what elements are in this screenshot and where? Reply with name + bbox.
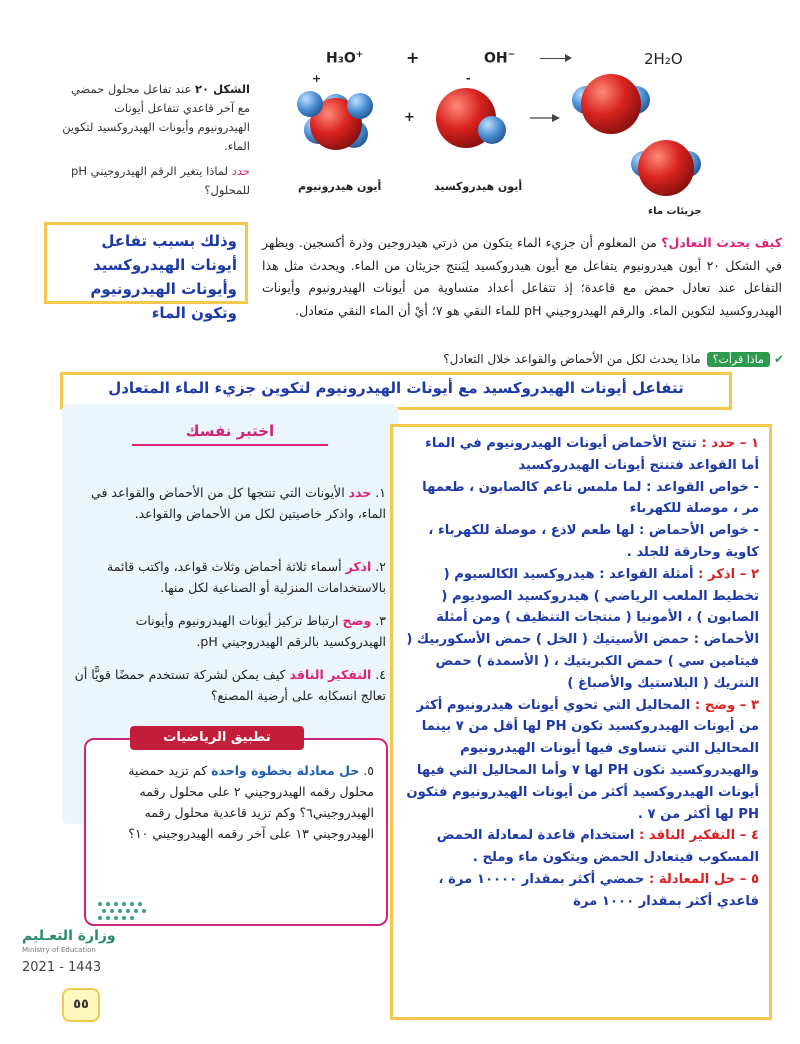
reading-check bbox=[300, 352, 784, 367]
question-number: ٢. bbox=[375, 559, 386, 574]
figure-number: الشكل ٢٠ bbox=[195, 82, 250, 96]
answer-3: ٣ – وضح : المحاليل التي تحوي أيونات هيدرونيوم أكثر من أيونات الهيدروكسيد تكون PH لها أقل من ٧ بينما المحاليل التي تتساوى فيها أيونات الهيدرونيوم والهيدروكسيد تكون PH لها ٧ وأما المحاليل التي فيها أيونات الهيدروكسيد أكثر من أيونات الهيدرونيوم فتكون PH لها أكثر من ٧ . bbox=[406, 697, 759, 822]
question-number: ٣. bbox=[375, 613, 386, 628]
figure-caption bbox=[60, 80, 250, 200]
neutralization-paragraph bbox=[262, 232, 782, 322]
question-5 bbox=[96, 760, 374, 844]
hydronium-charge: + bbox=[312, 72, 322, 85]
question-keyword: اذكر bbox=[345, 559, 372, 574]
answer-1-acids: - خواص الأحماض : لها طعم لاذع ، موصلة للكهرباء ، كاوية وحارقة للجلد . bbox=[428, 523, 759, 560]
answer-2: ٢ – اذكر : أمثلة القواعد : هيدروكسيد الكالسيوم ( تخطيط الملعب الرياضي ) هيدروكسيد الصوديوم ( الصابون ) ، الأمونيا ( منتجات التنظيف ) ومن أمثلة الأحماض : حمض الأسيتيك ( الخل ) حمض الأسكوربيك ( فيتامين سي ) حمض الكبريتيك ، ( الأسمدة ) حمض النتريك ( البلاستيك والأصباغ ) bbox=[406, 566, 759, 691]
question-number: ٤. bbox=[375, 667, 386, 682]
water-molecule-2 bbox=[631, 140, 701, 196]
label-hydroxide-ion: أيون هيدروكسيد bbox=[434, 180, 523, 193]
question-text: الأيونات التي تنتجها كل من الأحماض والقواعد في الماء، واذكر خاصيتين لكل من الأحماض والقواعد. bbox=[91, 485, 386, 521]
math-application-title: تطبيق الرياضيات bbox=[130, 726, 304, 750]
figure-question-text: لماذا يتغير الرقم الهيدروجيني pH للمحلول؟ bbox=[71, 164, 250, 197]
equation-arrow bbox=[540, 58, 570, 59]
figure-question-keyword: حدد bbox=[231, 164, 250, 178]
question-4 bbox=[70, 664, 386, 706]
answer-1: ١ – حدد : تنتج الأحماض أيونات الهيدرونيوم في الماء أما القواعد فتنتج أيونات الهيدروكسيد bbox=[425, 436, 759, 473]
reading-check-answer-box: تتفاعل أيونات الهيدروكسيد مع أيونات الهيدرونيوم لتكوين جزيء الماء المتعادل bbox=[60, 372, 732, 410]
question-number: ١. bbox=[375, 485, 386, 500]
answers-box bbox=[390, 424, 772, 1020]
question-3 bbox=[70, 610, 386, 652]
caption-answer-box: وذلك بسبب تفاعل أيونات الهيدروكسيد وأيونات الهيدرونيوم وتكون الماء bbox=[44, 222, 248, 304]
question-text: ارتباط تركيز أيونات الهيدرونيوم وأيونات الهيدروكسيد بالرقم الهيدروجيني pH. bbox=[135, 613, 386, 649]
question-keyword: وضح bbox=[342, 613, 372, 628]
molecule-illustration bbox=[290, 66, 730, 226]
illustration-plus: + bbox=[404, 110, 415, 125]
question-text: كيف يمكن لشركة تستخدم حمضًا قويًّا أن تعالج انسكابه على أرضية المصنع؟ bbox=[74, 667, 386, 703]
answer-4: ٤ – التفكير الناقد : استخدام قاعدة لمعادلة الحمض المسكوب فيتعادل الحمض ويتكون ماء وملح . bbox=[436, 828, 759, 866]
figure-question bbox=[60, 162, 250, 200]
page-number: ٥٥ bbox=[62, 988, 100, 1022]
equation-reactant-hydronium: H₃O+ bbox=[326, 50, 364, 67]
question-1 bbox=[70, 482, 386, 524]
reading-check-badge: ماذا قرأت؟ bbox=[707, 352, 770, 367]
paragraph-heading: كيف يحدث التعادل؟ bbox=[661, 235, 782, 250]
hydroxide-charge: - bbox=[466, 72, 471, 85]
question-keyword: التفكير الناقد bbox=[289, 667, 372, 682]
question-keyword: حل معادلة بخطوة واحدة bbox=[211, 763, 360, 778]
question-keyword: حدد bbox=[348, 485, 372, 500]
figure-caption-text: عند تفاعل محلول حمضي مع آخر قاعدي تتفاعل أيونات الهيدرونيوم وأيونات الهيدروكسيد لتكوين الماء. bbox=[62, 82, 250, 153]
equation-product: 2H₂O bbox=[644, 50, 683, 68]
edition-year: 2021 - 1443 bbox=[22, 960, 102, 975]
label-hydronium-ion: أيون هيدرونيوم bbox=[298, 180, 382, 193]
paragraph-body: من المعلوم أن جزيء الماء يتكون من ذرتي هيدروجين وذرة أكسجين. ويظهر في الشكل ٢٠ أيون هيدرونيوم يتفاعل مع أيون هيدروكسيد لِيَنتج جزيئان من الماء. ويحدث مثل هذا التفاعل عند تعادل حمض مع قاعدة؛ إذ تتفاعل أعداد متساوية من أيونات الهيدرونيوم وأيونات الهيدروكسيد لتكوين الماء. والرقم الهيدروجيني pH للماء النقي هو ٧؛ أيْ أن الماء النقي متعادل. bbox=[262, 235, 782, 318]
equation-reactant-hydroxide: OH− bbox=[484, 50, 516, 67]
hydronium-molecule bbox=[297, 91, 373, 150]
title-underline bbox=[132, 444, 328, 446]
ministry-name-english: Ministry of Education bbox=[22, 946, 96, 954]
checkmark-icon: ✔ bbox=[773, 352, 784, 366]
hydroxide-molecule bbox=[436, 88, 506, 148]
question-number: ٥. bbox=[363, 763, 374, 778]
answer-5: ٥ – حل المعادلة : حمضي أكثر بمقدار ١٠٠٠٠ مرة ، قاعدي أكثر بمقدار ١٠٠٠ مرة bbox=[438, 871, 759, 909]
label-water-molecules: جزيئات ماء bbox=[648, 206, 702, 217]
test-yourself-title: اختبر نفسك bbox=[185, 422, 275, 440]
reading-check-question: ماذا يحدث لكل من الأحماض والقواعد خلال التعادل؟ bbox=[443, 352, 701, 366]
question-text: أسماء ثلاثة أحماض وثلاث قواعد، واكتب قائمة بالاستخدامات المنزلية أو الصناعية لكل منها. bbox=[107, 559, 386, 595]
answer-1-bases: - خواص القواعد : لما ملمس ناعم كالصابون ، طعمها مر ، موصلة للكهرباء bbox=[422, 479, 759, 517]
ministry-logo-dots bbox=[96, 900, 166, 924]
ministry-name-arabic: وزارة التعـليم bbox=[22, 928, 116, 944]
equation-plus: + bbox=[406, 48, 420, 67]
question-2 bbox=[70, 556, 386, 598]
question-text: كم تزيد حمضية محلول رقمه الهيدروجيني ٢ على محلول رقمه الهيدروجيني٦؟ وكم تزيد قاعدية محلول رقمه الهيدروجيني ١٣ على آخر رقمه الهيدروجيني ١٠؟ bbox=[128, 763, 374, 841]
water-molecule-1 bbox=[572, 74, 650, 134]
